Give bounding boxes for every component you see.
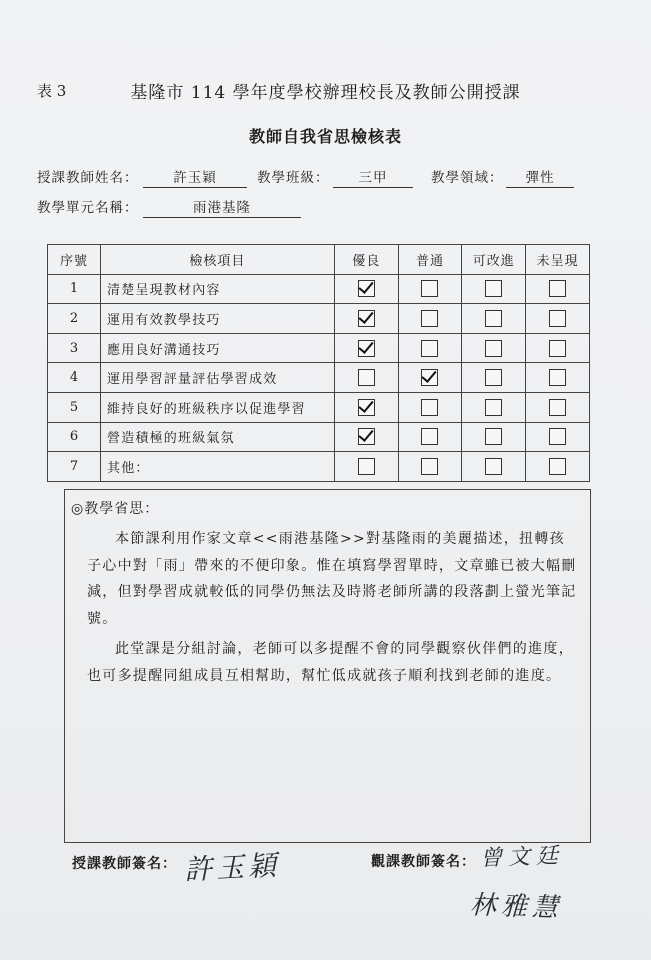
rating-cell (462, 392, 526, 422)
rating-cell (462, 304, 526, 334)
row-item: 運用學習評量評估學習成效 (101, 363, 335, 393)
header-not-shown: 未呈現 (526, 245, 590, 275)
checkbox-improvable[interactable] (485, 369, 502, 386)
checkbox-average[interactable] (421, 458, 438, 475)
checkbox-improvable[interactable] (485, 428, 502, 445)
rating-cell (462, 333, 526, 363)
checkbox-improvable[interactable] (485, 340, 502, 357)
unit-value: 雨港基隆 (143, 196, 301, 218)
checkbox-excellent[interactable] (358, 399, 375, 416)
checkbox-average[interactable] (421, 280, 438, 297)
checkbox-not-shown[interactable] (549, 458, 566, 475)
header-excellent: 優良 (334, 245, 398, 275)
checklist-row (48, 392, 590, 422)
checklist-row (48, 304, 590, 334)
row-number: 5 (48, 392, 101, 422)
teacher-signature: 許玉穎 (183, 848, 281, 887)
checkbox-not-shown[interactable] (549, 428, 566, 445)
checkbox-average[interactable] (421, 428, 438, 445)
rating-cell (398, 422, 462, 452)
row-item: 應用良好溝通技巧 (101, 333, 335, 363)
table-tag: 表 3 (37, 82, 67, 100)
header-no: 序號 (48, 245, 101, 275)
checkbox-excellent[interactable] (358, 458, 375, 475)
checkbox-excellent[interactable] (358, 369, 375, 386)
header-improvable: 可改進 (462, 245, 526, 275)
rating-cell (398, 452, 462, 482)
rating-cell (526, 274, 590, 304)
row-number: 2 (48, 304, 101, 334)
checkbox-improvable[interactable] (485, 399, 502, 416)
observer-signature-1: 曾文廷 (479, 843, 565, 872)
rating-cell (462, 422, 526, 452)
rating-cell (398, 392, 462, 422)
checklist-row (48, 274, 590, 304)
checkbox-excellent[interactable] (358, 428, 375, 445)
checkbox-not-shown[interactable] (549, 399, 566, 416)
form-subtitle: 教師自我省思檢核表 (248, 127, 402, 146)
rating-cell (398, 304, 462, 334)
rating-cell (526, 392, 590, 422)
rating-cell (334, 392, 398, 422)
rating-cell (462, 274, 526, 304)
checkbox-average[interactable] (421, 399, 438, 416)
row-item: 其他： (101, 452, 335, 482)
class-label: 教學班級： (257, 170, 330, 186)
rating-cell (462, 363, 526, 393)
teacher-name-label: 授課教師姓名： (37, 170, 139, 186)
rating-cell (334, 333, 398, 363)
rating-cell (334, 363, 398, 393)
reflection-paragraph-2: 此堂課是分組討論，老師可以多提醒不會的同學觀察伙伴們的進度，也可多提醒同組成員互相幫助，幫忙低成就孩子順利找到老師的進度。 (87, 641, 574, 684)
checkbox-improvable[interactable] (485, 458, 502, 475)
row-item: 營造積極的班級氣氛 (101, 422, 335, 452)
rating-cell (526, 422, 590, 452)
checkbox-not-shown[interactable] (549, 340, 566, 357)
checklist-row (48, 452, 590, 482)
checkbox-not-shown[interactable] (549, 280, 566, 297)
domain-value: 彈性 (506, 166, 574, 188)
rating-cell (398, 363, 462, 393)
checklist-header-row (48, 245, 590, 275)
header-average: 普通 (398, 245, 462, 275)
row-number: 6 (48, 422, 101, 452)
row-number: 4 (48, 363, 101, 393)
rating-cell (526, 333, 590, 363)
rating-cell (334, 452, 398, 482)
checkbox-not-shown[interactable] (549, 310, 566, 327)
rating-cell (526, 363, 590, 393)
header-item: 檢核項目 (101, 245, 335, 275)
checkbox-improvable[interactable] (485, 280, 502, 297)
row-item: 維持良好的班級秩序以促進學習 (101, 392, 335, 422)
observer-signature-label: 觀課教師簽名： (371, 854, 476, 870)
checkbox-average[interactable] (421, 310, 438, 327)
observer-signature-2: 林雅慧 (469, 890, 564, 924)
rating-cell (334, 304, 398, 334)
rating-cell (526, 304, 590, 334)
unit-label: 教學單元名稱： (37, 200, 139, 216)
rating-cell (462, 452, 526, 482)
reflection-heading: ◎教學省思： (71, 501, 160, 517)
rating-cell (334, 274, 398, 304)
checkbox-excellent[interactable] (358, 310, 375, 327)
checkbox-excellent[interactable] (358, 340, 375, 357)
checkbox-improvable[interactable] (485, 310, 502, 327)
domain-label: 教學領域： (431, 170, 504, 186)
row-number: 1 (48, 274, 101, 304)
checkbox-average[interactable] (421, 340, 438, 357)
row-item: 運用有效教學技巧 (101, 304, 335, 334)
rating-cell (526, 452, 590, 482)
rating-cell (334, 422, 398, 452)
row-item: 清楚呈現教材內容 (101, 274, 335, 304)
rating-cell (398, 274, 462, 304)
reflection-box (64, 489, 591, 843)
checkbox-excellent[interactable] (358, 280, 375, 297)
class-value: 三甲 (333, 166, 413, 188)
checklist-row (48, 333, 590, 363)
checkbox-average[interactable] (421, 369, 438, 386)
checklist-row (48, 363, 590, 393)
checklist-table (47, 244, 590, 482)
teacher-signature-label: 授課教師簽名： (72, 856, 177, 872)
row-number: 3 (48, 333, 101, 363)
form-title: 基隆市 114 學年度學校辦理校長及教師公開授課 (130, 83, 521, 103)
reflection-paragraph-1: 本節課利用作家文章<<雨港基隆>>對基隆雨的美麗描述，扭轉孩子心中對「雨」帶來的不便印象。惟在填寫學習單時，文章雖已被大幅刪減，但對學習成就較低的同學仍無法及時將老師所講的段落劃上螢光筆記號。 (87, 531, 577, 627)
teacher-name-value: 許玉穎 (143, 166, 247, 188)
row-number: 7 (48, 452, 101, 482)
rating-cell (398, 333, 462, 363)
checklist-row (48, 422, 590, 452)
checkbox-not-shown[interactable] (549, 369, 566, 386)
